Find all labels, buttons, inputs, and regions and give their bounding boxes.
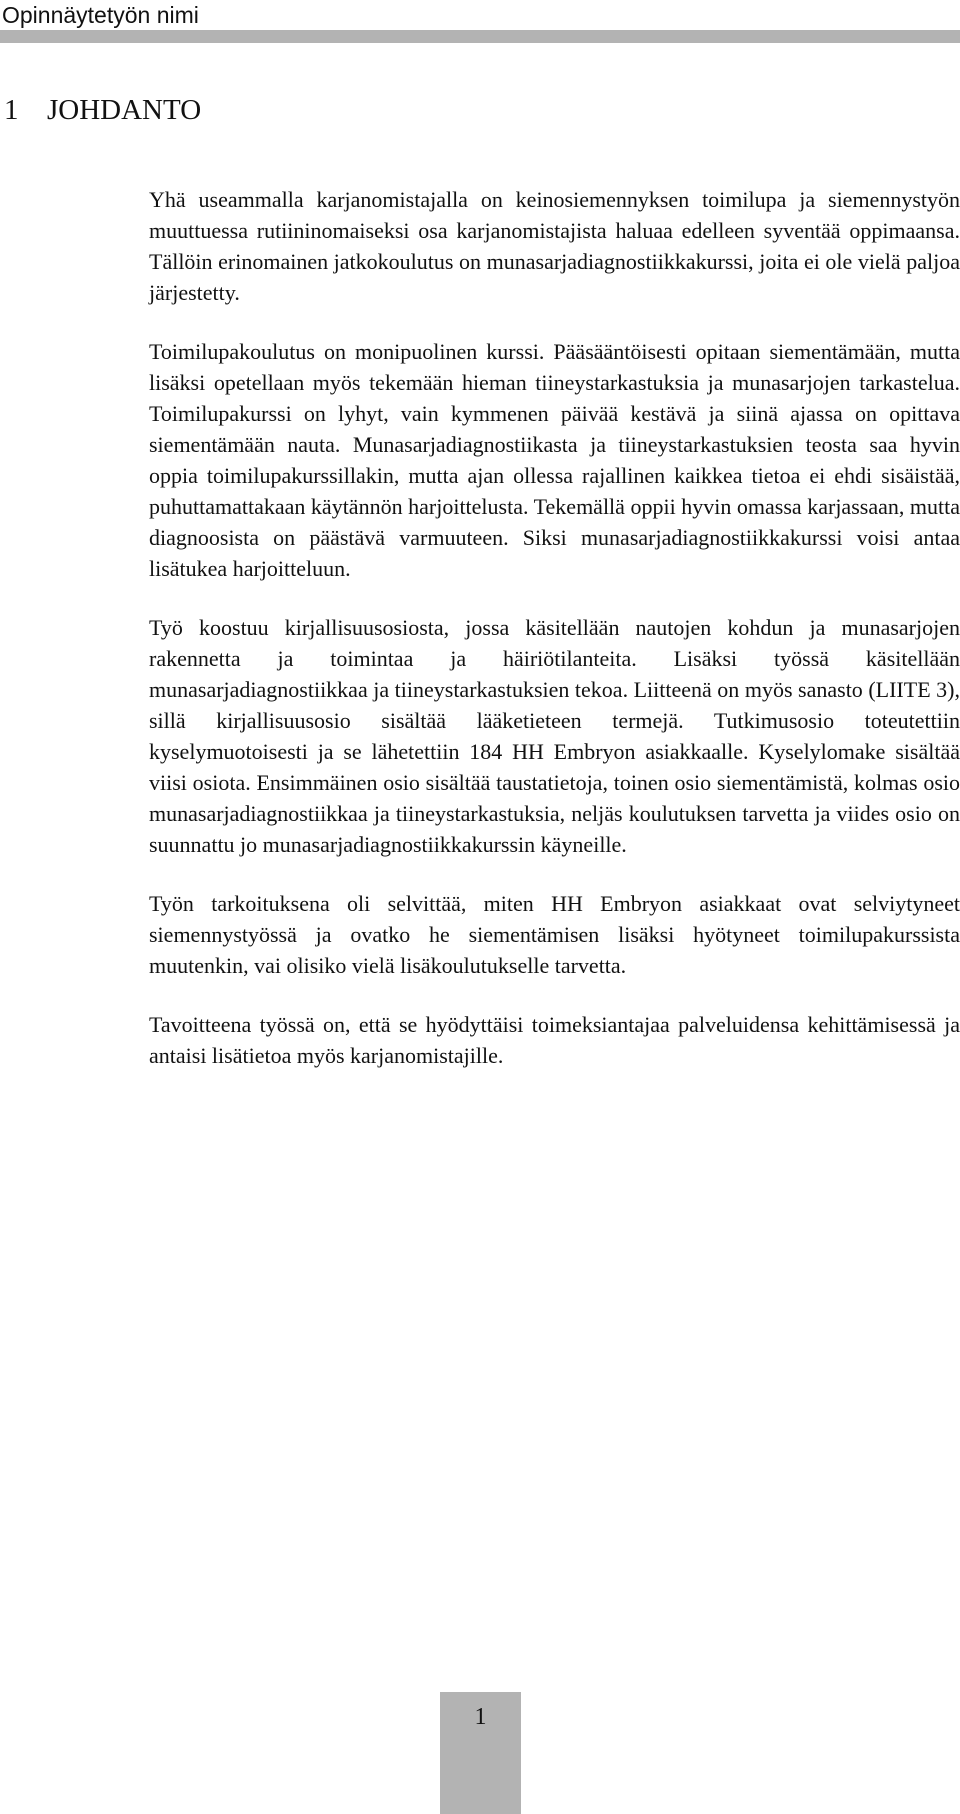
running-header-title: Opinnäytetyön nimi (2, 2, 199, 28)
body-text (149, 184, 960, 1099)
paragraph: Työ koostuu kirjallisuusosiosta, jossa käsitellään nautojen kohdun ja munasarjojen rakennetta ja toimintaa ja häiriötilanteita. Lisäksi työssä käsitellään munasarjadiagnostiikkaa ja tiineystarkastuksien tekoa. Liitteenä on myös sanasto (LIITE 3), sillä kirjallisuusosio sisältää lääketieteen termejä. Tutkimusosio toteutettiin kyselymuotoisesti ja se lähetettiin 184 HH Embryon asiakkaalle. Kyselylomake sisältää viisi osiota. Ensimmäinen osio sisältää taustatietoja, toinen osio siementämistä, kolmas osio munasarjadiagnostiikkaa ja tiineystarkastuksia, neljäs koulutuksen tarvetta ja viides osio on suunnattu jo munasarjadiagnostiikkakurssin käyneille. (149, 615, 960, 857)
paragraph: Tavoitteena työssä on, että se hyödyttäisi toimeksiantajaa palveluidensa kehittämisessä ja antaisi lisätietoa myös karjanomistajille. (149, 1012, 960, 1068)
chapter-title: JOHDANTO (47, 94, 202, 126)
paragraph: Yhä useammalla karjanomistajalla on keinosiemennyksen toimilupa ja siemennystyön muuttuessa rutiininomaiseksi osa karjanomistajista haluaa edelleen syventää oppimaansa. Tällöin erinomainen jatkokoulutus on munasarjadiagnostiikkakurssi, joita ei ole vielä paljoa järjestetty. (149, 187, 960, 305)
header-rule (0, 30, 960, 43)
paragraph: Toimilupakoulutus on monipuolinen kurssi. Pääsääntöisesti opitaan siementämään, mutta lisäksi opetellaan myös tekemään hieman tiineystarkastuksia ja munasarjojen tarkastelua. Toimilupakurssi on lyhyt, vain kymmenen päivää kestävä ja siinä ajassa on opittava siementämään nauta. Munasarjadiagnostiikasta ja tiineystarkastuksien teosta saa hyvin oppia toimilupakurssillakin, mutta ajan ollessa rajallinen kaikkea tietoa ei ehdi sisäistää, puhuttamattakaan käytännön harjoittelusta. Tekemällä oppii hyvin omassa karjassaan, mutta diagnoosista on päästävä varmuuteen. Siksi munasarjadiagnostiikkakurssi voisi antaa lisätukea harjoitteluun. (149, 339, 960, 581)
paragraph: Työn tarkoituksena oli selvittää, miten HH Embryon asiakkaat ovat selviytyneet siemennystyössä ja ovatko he siementämisen lisäksi hyötyneet toimilupakurssista muutenkin, vai olisiko vielä lisäkoulutukselle tarvetta. (149, 891, 960, 978)
page-number: 1 (474, 1704, 487, 1730)
chapter-number: 1 (4, 94, 19, 126)
chapter-heading (4, 92, 201, 128)
page-number-box (440, 1692, 521, 1814)
